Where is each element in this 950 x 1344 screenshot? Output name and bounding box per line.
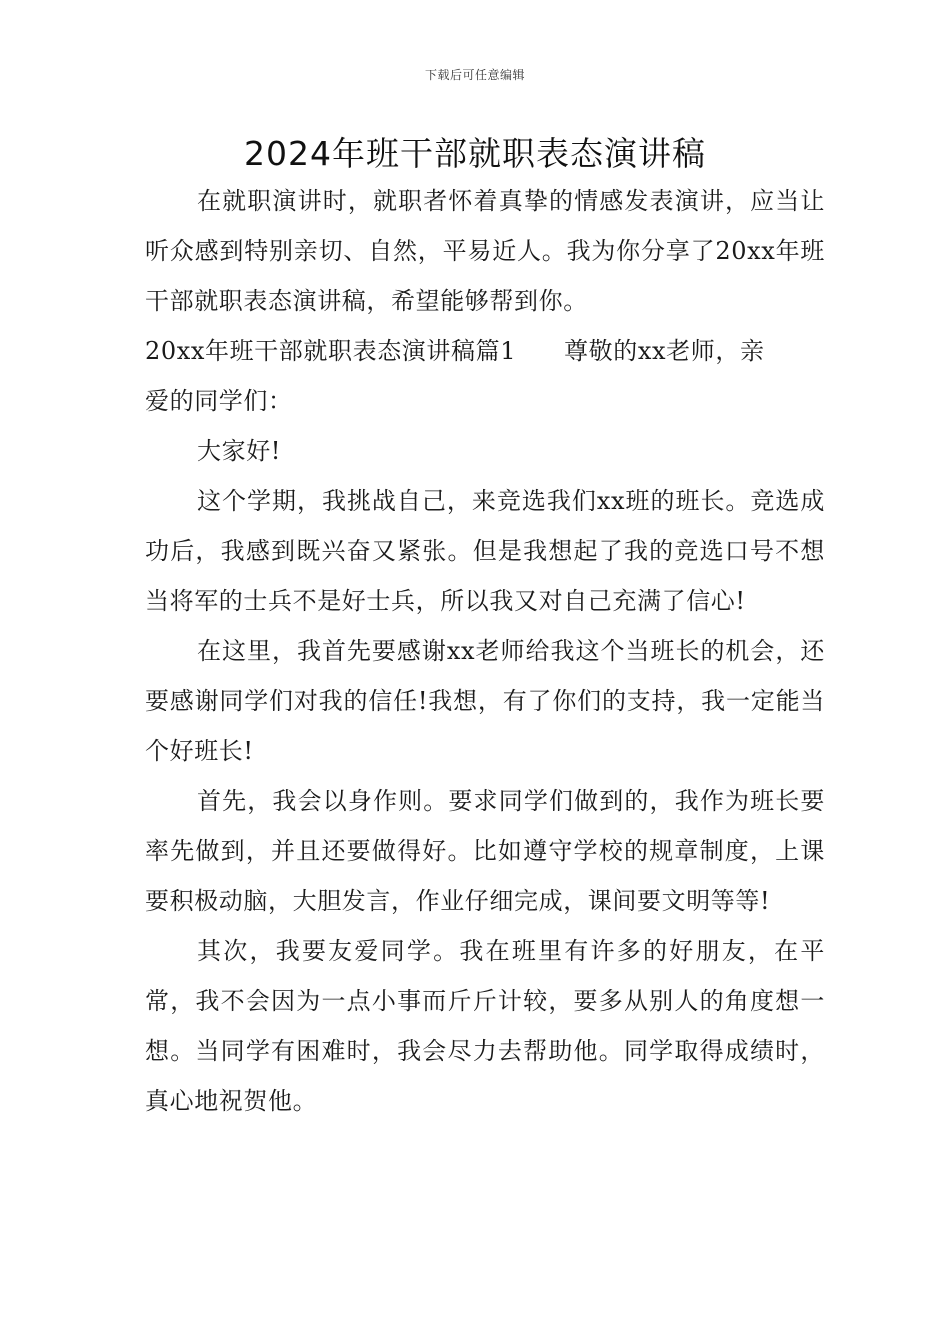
salutation-end: 爱的同学们： <box>145 387 293 415</box>
body-paragraph: 这个学期，我挑战自己，来竞选我们xx班的班长。竞选成功后，我感到既兴奋又紧张。但是我想起了我的竞选口号不想当将军的士兵不是好士兵，所以我又对自己充满了信心! <box>145 487 825 615</box>
section-heading: 20xx年班干部就职表态演讲稿篇1 <box>145 337 517 365</box>
body-paragraph: 其次，我要友爱同学。我在班里有许多的好朋友，在平常，我不会因为一点小事而斤斤计较，要多从别人的角度想一想。当同学有困难时，我会尽力去帮助他。同学取得成绩时，真心地祝贺他。 <box>145 937 825 1115</box>
section-heading-line <box>145 326 825 376</box>
document-title: 2024年班干部就职表态演讲稿 <box>244 134 706 173</box>
salutation-start: 尊敬的xx老师，亲 <box>564 337 765 365</box>
greeting-paragraph: 大家好! <box>197 437 282 465</box>
body-paragraph: 在这里，我首先要感谢xx老师给我这个当班长的机会，还要感谢同学们对我的信任!我想，有了你们的支持，我一定能当个好班长! <box>145 637 825 765</box>
header-note: 下载后可任意编辑 <box>424 68 525 82</box>
body-paragraph: 首先，我会以身作则。要求同学们做到的，我作为班长要率先做到，并且还要做得好。比如遵守学校的规章制度，上课要积极动脑，大胆发言，作业仔细完成，课间要文明等等! <box>145 787 825 915</box>
document-body <box>145 176 825 1126</box>
intro-paragraph: 在就职演讲时，就职者怀着真挚的情感发表演讲，应当让听众感到特别亲切、自然，平易近人。我为你分享了20xx年班干部就职表态演讲稿，希望能够帮到你。 <box>145 187 825 315</box>
